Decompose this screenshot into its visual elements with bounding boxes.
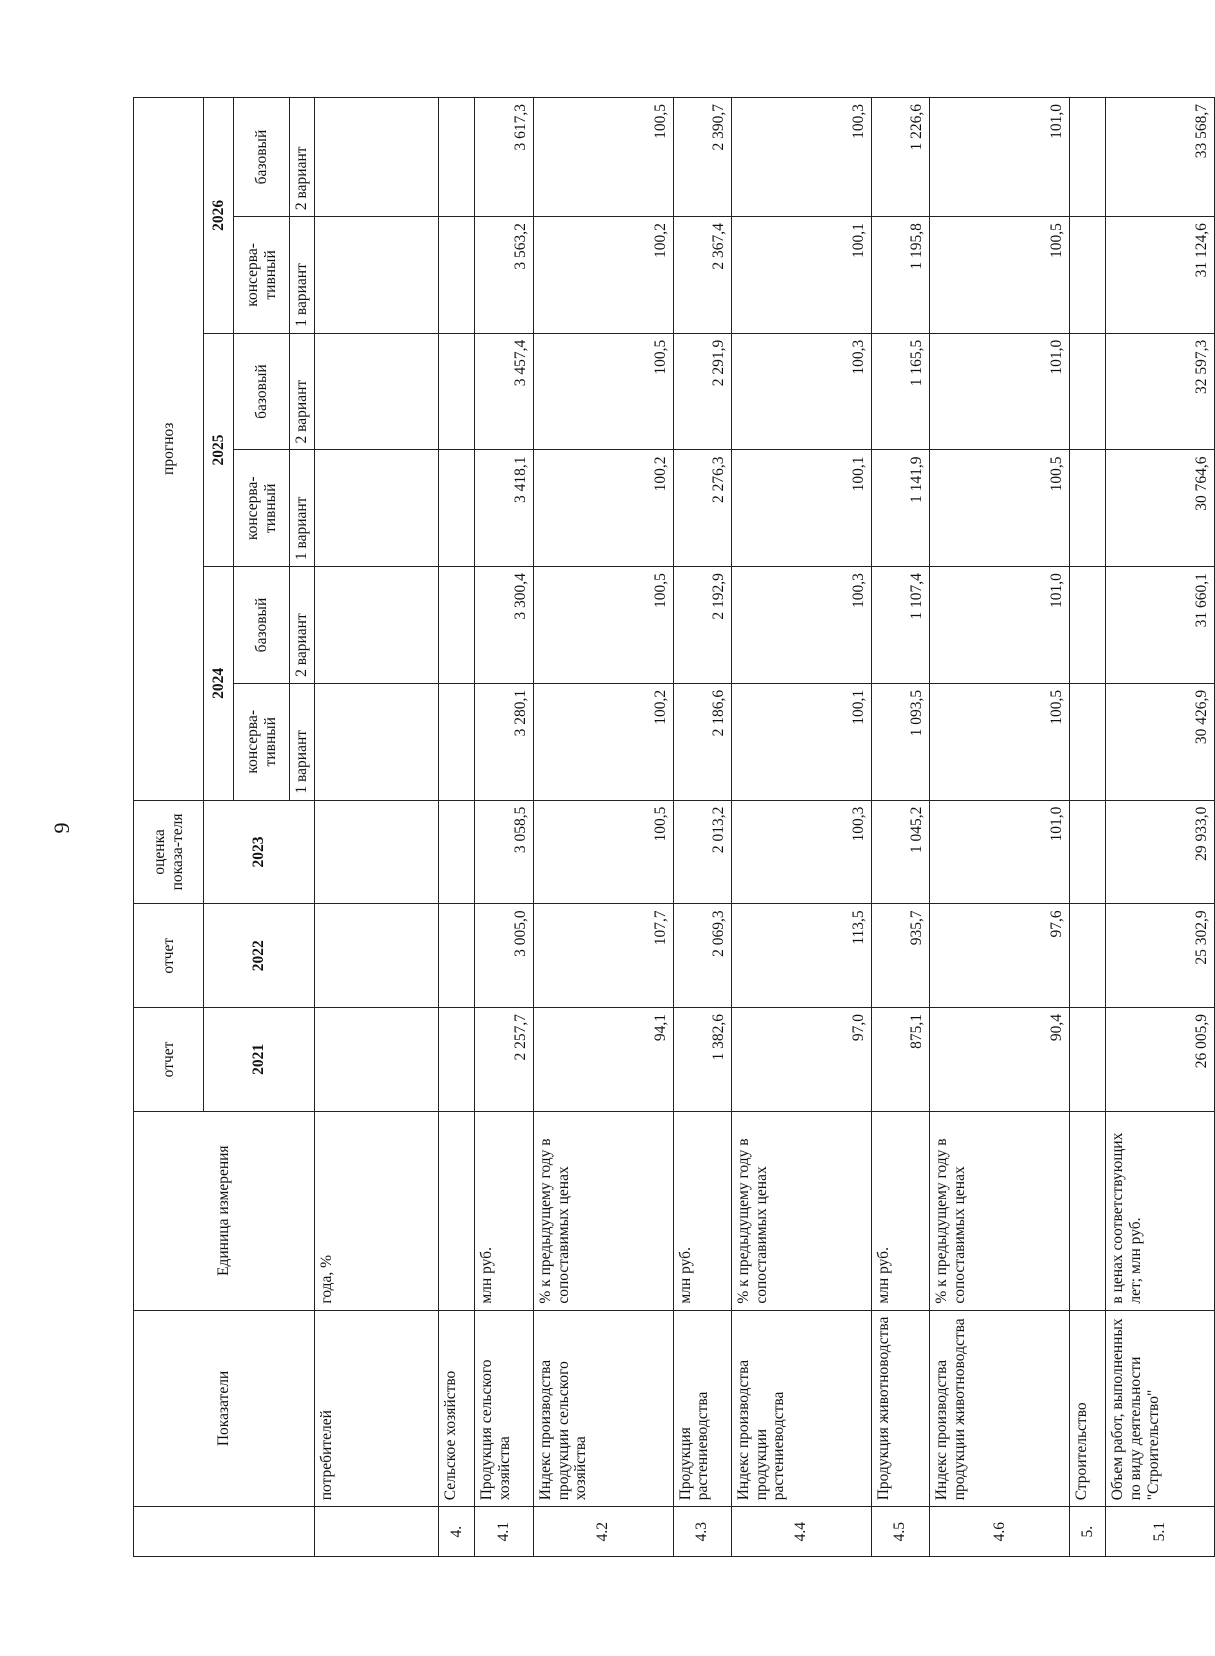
cell-2025-v2: 32 597,3 [1106, 333, 1215, 450]
cell-2026-v2: 100,5 [533, 98, 673, 217]
header-2025-base: базовый [234, 333, 290, 450]
row-name: потребителей [314, 1310, 438, 1507]
cell-2022: 97,6 [930, 904, 1070, 1008]
cell-2025-v2: 3 457,4 [475, 333, 533, 450]
cell-2023: 29 933,0 [1106, 800, 1215, 904]
cell-2026-v1: 31 124,6 [1106, 217, 1215, 334]
row-no: 4.1 [475, 1507, 533, 1557]
header-forecast: прогноз [134, 98, 204, 801]
header-year-2021: 2021 [204, 1008, 315, 1112]
row-unit: % к предыдущему году в сопоставимых ценах [731, 1111, 871, 1310]
row-unit: % к предыдущему году в сопоставимых ценах [533, 1111, 673, 1310]
cell-2025-v1: 1 141,9 [871, 450, 929, 567]
row-no: 4.5 [871, 1507, 929, 1557]
header-year-2025: 2025 [204, 333, 234, 566]
header-year-2023: 2023 [204, 800, 315, 904]
header-2026-base: базовый [234, 98, 290, 217]
header-2025-variant2: 2 вариант [290, 333, 315, 450]
cell-2026-v1: 1 195,8 [871, 217, 929, 334]
header-2026-variant1: 1 вариант [290, 217, 315, 334]
cell-2025-v2: 2 291,9 [673, 333, 731, 450]
row-unit: % к предыдущему году в сопоставимых ценах [930, 1111, 1070, 1310]
cell-2023: 101,0 [930, 800, 1070, 904]
cell-2025-v1: 100,1 [731, 450, 871, 567]
cell-2026-v2: 33 568,7 [1106, 98, 1215, 217]
cell-2024-v2: 1 107,4 [871, 567, 929, 684]
row-unit: млн руб. [673, 1111, 731, 1310]
cell-2025-v2: 100,5 [533, 333, 673, 450]
cell-2023: 1 045,2 [871, 800, 929, 904]
row-no: 5. [1069, 1507, 1105, 1557]
header-2024-variant2: 2 вариант [290, 567, 315, 684]
cell-2021: 97,0 [731, 1008, 871, 1112]
header-year-2024: 2024 [204, 567, 234, 800]
forecast-table [133, 97, 1215, 1557]
cell-2022: 113,5 [731, 904, 871, 1008]
cell-2021: 875,1 [871, 1008, 929, 1112]
table-row-section [1069, 98, 1105, 1557]
header-report-2021: отчет [134, 1008, 204, 1112]
cell-2021: 1 382,6 [673, 1008, 731, 1112]
cell-2022: 3 005,0 [475, 904, 533, 1008]
row-no [314, 1507, 438, 1557]
cell-2026-v2: 101,0 [930, 98, 1070, 217]
row-unit: в ценах соответствующих лет; млн руб. [1106, 1111, 1215, 1310]
table-row [930, 98, 1070, 1557]
row-name: Продукция растениеводства [673, 1310, 731, 1507]
cell-2021: 26 005,9 [1106, 1008, 1215, 1112]
cell-2024-v1: 30 426,9 [1106, 683, 1215, 800]
cell-2024-v2: 3 300,4 [475, 567, 533, 684]
row-name: Продукция животноводства [871, 1310, 929, 1507]
section-title: Строительство [1069, 1310, 1105, 1507]
row-unit: года, % [314, 1111, 438, 1310]
header-year-2022: 2022 [204, 904, 315, 1008]
row-unit: млн руб. [475, 1111, 533, 1310]
header-2026-conservative: консерва-тивный [234, 217, 290, 334]
table-row [475, 98, 533, 1557]
table-row [871, 98, 929, 1557]
cell-2025-v1: 100,2 [533, 450, 673, 567]
cell-2025-v1: 2 276,3 [673, 450, 731, 567]
cell-2026-v1: 2 367,4 [673, 217, 731, 334]
header-year-2026: 2026 [204, 98, 234, 334]
cell-2025-v2: 100,3 [731, 333, 871, 450]
cell-2026-v2: 2 390,7 [673, 98, 731, 217]
cell-2023: 100,5 [533, 800, 673, 904]
cell-2025-v1: 3 418,1 [475, 450, 533, 567]
cell-2021: 90,4 [930, 1008, 1070, 1112]
row-no: 4.3 [673, 1507, 731, 1557]
header-unit: Единица измерения [134, 1111, 315, 1310]
cell-2024-v2: 31 660,1 [1106, 567, 1215, 684]
cell-2023: 2 013,2 [673, 800, 731, 904]
row-no: 4.2 [533, 1507, 673, 1557]
cell-2022: 2 069,3 [673, 904, 731, 1008]
row-name: Индекс производства продукции животноводства [930, 1310, 1070, 1507]
cell-2021: 94,1 [533, 1008, 673, 1112]
row-name: Индекс производства продукции растениеводства [731, 1310, 871, 1507]
cell-2021: 2 257,7 [475, 1008, 533, 1112]
section-title: Сельское хозяйство [439, 1310, 475, 1507]
cell-2024-v2: 2 192,9 [673, 567, 731, 684]
cell-2024-v1: 100,1 [731, 683, 871, 800]
header-2024-variant1: 1 вариант [290, 683, 315, 800]
cell-2022: 935,7 [871, 904, 929, 1008]
header-2025-variant1: 1 вариант [290, 450, 315, 567]
cell-2025-v1: 30 764,6 [1106, 450, 1215, 567]
cell-2026-v2: 1 226,6 [871, 98, 929, 217]
cell-2024-v1: 100,2 [533, 683, 673, 800]
rotated-page-content [133, 97, 1215, 1557]
row-unit: млн руб. [871, 1111, 929, 1310]
cell-2026-v2: 3 617,3 [475, 98, 533, 217]
cell-2026-v1: 100,1 [731, 217, 871, 334]
page-number: 9 [49, 822, 74, 834]
cell-2026-v1: 100,5 [930, 217, 1070, 334]
table-row-section [439, 98, 475, 1557]
cell-2024-v2: 101,0 [930, 567, 1070, 684]
cell-2024-v2: 100,3 [731, 567, 871, 684]
cell-2026-v1: 3 563,2 [475, 217, 533, 334]
cell-2026-v2: 100,3 [731, 98, 871, 217]
row-name: Индекс производства продукции сельского хозяйства [533, 1310, 673, 1507]
header-2025-conservative: консерва-тивный [234, 450, 290, 567]
header-report-2022: отчет [134, 904, 204, 1008]
header-2024-conservative: консерва-тивный [234, 683, 290, 800]
row-no: 5.1 [1106, 1507, 1215, 1557]
row-no: 4. [439, 1507, 475, 1557]
cell-2024-v1: 3 280,1 [475, 683, 533, 800]
header-2026-variant2: 2 вариант [290, 98, 315, 217]
row-name: Продукция сельского хозяйства [475, 1310, 533, 1507]
row-no: 4.4 [731, 1507, 871, 1557]
cell-2025-v2: 1 165,5 [871, 333, 929, 450]
table-row-continuation [314, 98, 438, 1557]
cell-2026-v1: 100,2 [533, 217, 673, 334]
table-row [533, 98, 673, 1557]
cell-2022: 25 302,9 [1106, 904, 1215, 1008]
cell-2025-v1: 100,5 [930, 450, 1070, 567]
table-row [731, 98, 871, 1557]
row-no: 4.6 [930, 1507, 1070, 1557]
cell-2025-v2: 101,0 [930, 333, 1070, 450]
header-estimate-2023: оценка показа-теля [134, 800, 204, 904]
cell-2024-v1: 100,5 [930, 683, 1070, 800]
cell-2024-v1: 1 093,5 [871, 683, 929, 800]
cell-2024-v2: 100,5 [533, 567, 673, 684]
cell-2023: 3 058,5 [475, 800, 533, 904]
row-name: Объем работ, выполненных по виду деятельности "Строительство" [1106, 1310, 1215, 1507]
header-2024-base: базовый [234, 567, 290, 684]
cell-2024-v1: 2 186,6 [673, 683, 731, 800]
cell-2022: 107,7 [533, 904, 673, 1008]
header-indicators: Показатели [134, 1310, 315, 1507]
cell-2023: 100,3 [731, 800, 871, 904]
table-row [673, 98, 731, 1557]
header-no-cell [134, 1507, 315, 1557]
table-row [1106, 98, 1215, 1557]
